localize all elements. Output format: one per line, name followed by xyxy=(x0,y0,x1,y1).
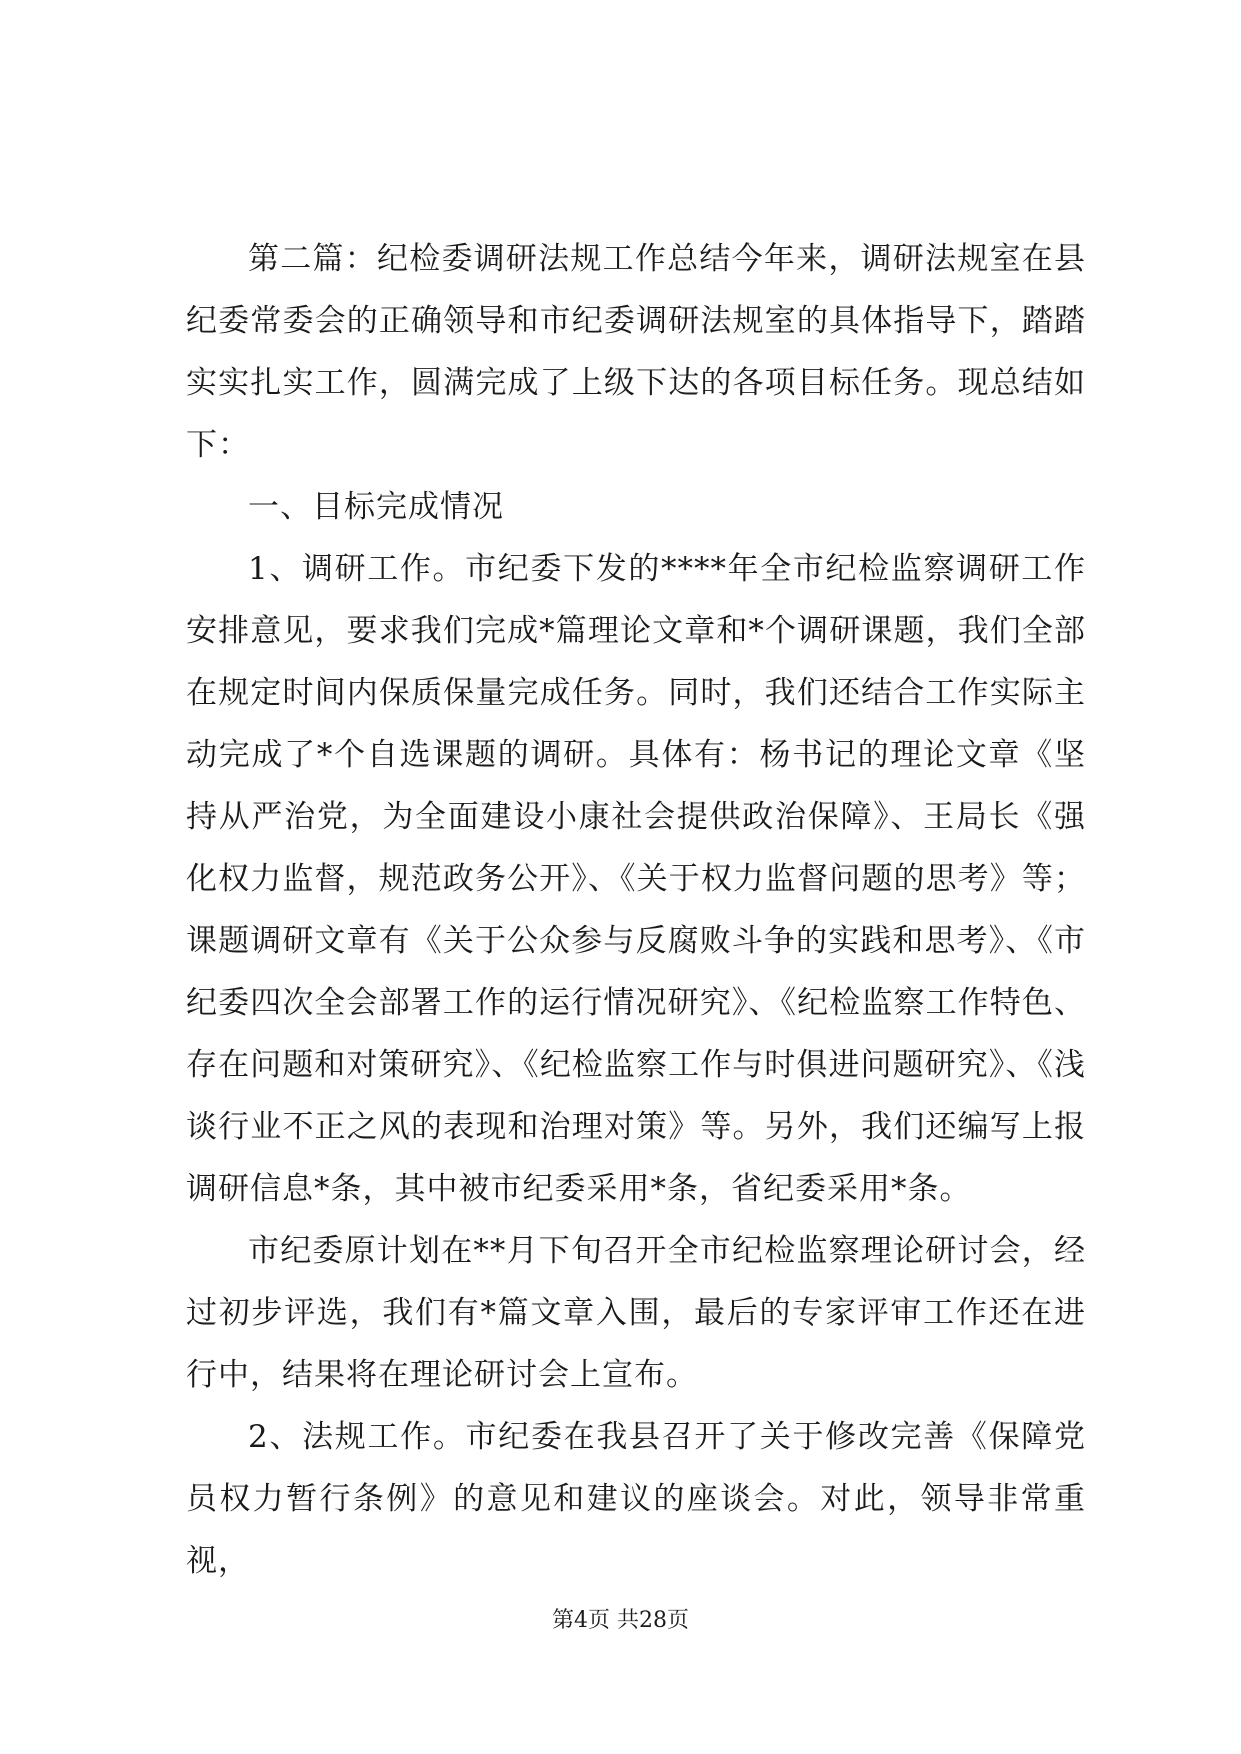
paragraph-seminar: 市纪委原计划在**月下旬召开全市纪检监察理论研讨会，经过初步评选，我们有*篇文章入围，最后的专家评审工作还在进行中，结果将在理论研讨会上宣布。 xyxy=(186,1233,1086,1393)
section-heading-goals: 一、目标完成情况 xyxy=(248,489,504,525)
paragraph-regulation-work: 2、法规工作。市纪委在我县召开了关于修改完善《保障党员权力暂行条例》的意见和建议的座谈会。对此，领导非常重视， xyxy=(186,1419,1086,1579)
paragraph-intro: 第二篇：纪检委调研法规工作总结今年来，调研法规室在县纪委常委会的正确领导和市纪委调研法规室的具体指导下，踏踏实实扎实工作，圆满完成了上级下达的各项目标任务。现总结如下： xyxy=(186,241,1086,463)
document-body xyxy=(186,228,1086,1592)
paragraph-research-work: 1、调研工作。市纪委下发的****年全市纪检监察调研工作安排意见，要求我们完成*篇理论文章和*个调研课题，我们全部在规定时间内保质保量完成任务。同时，我们还结合工作实际主动完成了*个自选课题的调研。具体有：杨书记的理论文章《坚持从严治党，为全面建设小康社会提供政治保障》、王局长《强化权力监督，规范政务公开》、《关于权力监督问题的思考》等；课题调研文章有《关于公众参与反腐败斗争的实践和思考》、《市纪委四次全会部署工作的运行情况研究》、《纪检监察工作特色、存在问题和对策研究》、《纪检监察工作与时俱进问题研究》、《浅谈行业不正之风的表现和治理对策》等。另外，我们还编写上报调研信息*条，其中被市纪委采用*条，省纪委采用*条。 xyxy=(186,551,1086,1207)
page-number-footer: 第4页 共28页 xyxy=(552,1608,689,1633)
